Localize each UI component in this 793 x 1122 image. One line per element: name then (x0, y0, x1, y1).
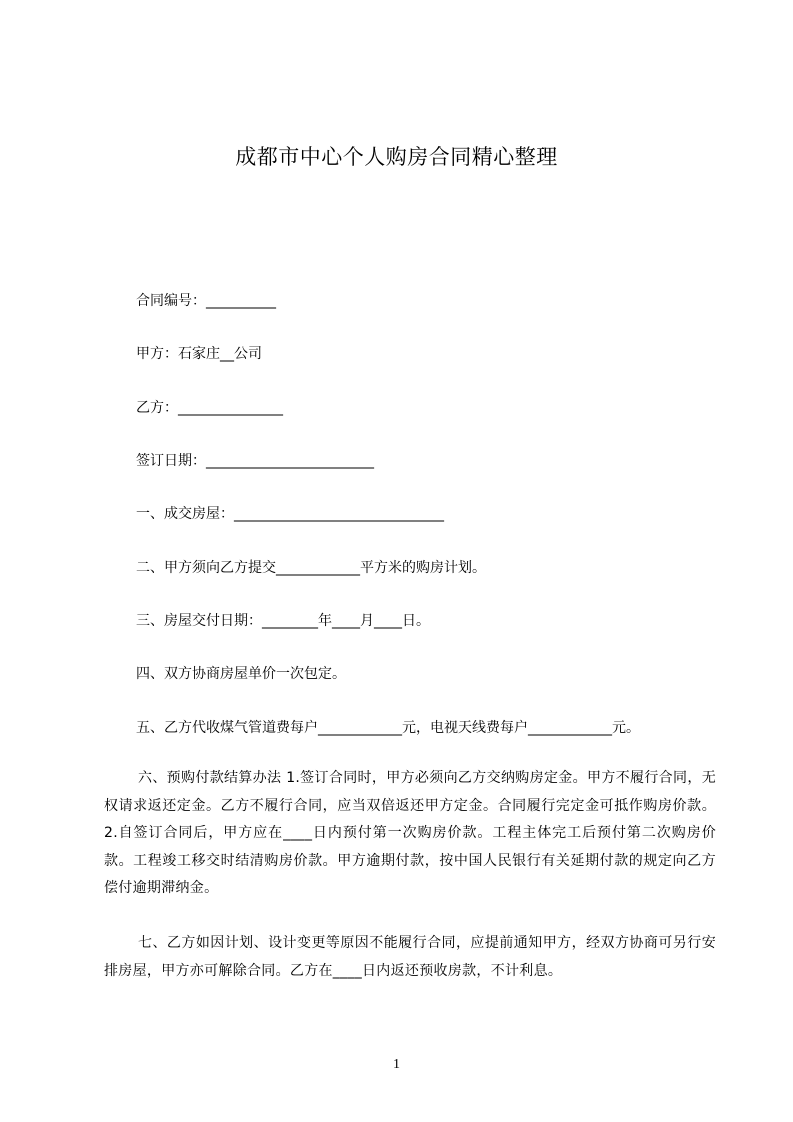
clause-7-change: 七、乙方如因计划、设计变更等原因不能履行合同，应提前通知甲方，经双方协商可另行安排房屋，甲方亦可解除合同。乙方在____日内返还预收房款，不计利息。 (104, 935, 716, 979)
contract-number-line: 合同编号：__________ (136, 293, 276, 309)
clause-3-delivery-date: 三、房屋交付日期：________年____月____日。 (136, 613, 430, 629)
party-b-line: 乙方：_______________ (136, 400, 283, 416)
clause-1-house: 一、成交房屋：______________________________ (136, 506, 444, 522)
clause-6-payment: 六、预购付款结算办法 1.签订合同时，甲方必须向乙方交纳购房定金。甲方不履行合同，无权请求返还定金。乙方不履行合同，应当双倍返还甲方定金。合同履行完定金可抵作购房价款。2.自签订合同后，甲方应在____日内预付第一次购房价款。工程主体完工后预付第二次购房价款。工程竣工移交时结清购房价款。甲方逾期付款，按中国人民银行有关延期付款的规定向乙方偿付逾期滞纳金。 (104, 770, 716, 896)
party-a-line: 甲方：石家庄__公司 (136, 346, 262, 362)
document-title: 成都市中心个人购房合同精心整理 (235, 145, 558, 169)
clause-5-fees: 五、乙方代收煤气管道费每户____________元，电视天线费每户____________元。 (136, 720, 640, 736)
clause-2-plan: 二、甲方须向乙方提交____________平方米的购房计划。 (136, 560, 486, 576)
page-number: 1 (393, 1057, 400, 1072)
clause-4-unit-price: 四、双方协商房屋单价一次包定。 (136, 666, 346, 682)
signing-date-line: 签订日期：________________________ (136, 453, 374, 469)
